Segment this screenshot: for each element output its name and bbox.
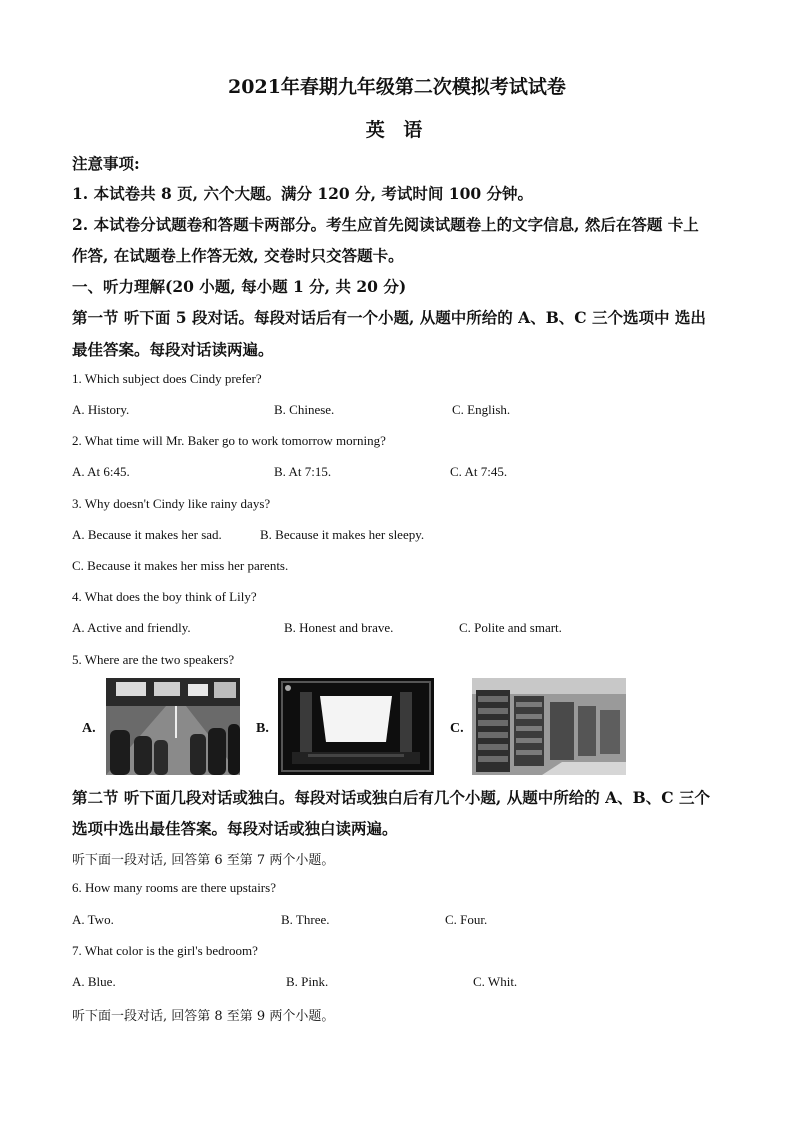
library-photo (472, 678, 626, 775)
q2-option-c: C. At 7:45. (450, 464, 508, 479)
section2-instruction-line2: 选项中选出最佳答案。每段对话或独白读两遍。 (72, 819, 398, 838)
notes-item-2-line1: 2. 本试卷分试题卷和答题卡两部分。考生应首先阅读试题卷上的文字信息, 然后在答题 卡上 (72, 215, 699, 234)
q6-option-c: C. Four. (445, 912, 488, 927)
question-7: 7. What color is the girl's bedroom? (72, 943, 258, 958)
q5-option-c-label: C. (450, 721, 464, 736)
cinema-photo (278, 678, 434, 775)
question-2: 2. What time will Mr. Baker go to work tomorrow morning? (72, 433, 386, 448)
q3-option-c: C. Because it makes her miss her parents. (72, 558, 289, 573)
q7-option-b: B. Pink. (286, 974, 329, 989)
q2-option-b: B. At 7:15. (274, 464, 332, 479)
part1-heading: 一、听力理解(20 小题, 每小题 1 分, 共 20 分) (72, 277, 407, 296)
bus-interior-photo (106, 678, 240, 775)
question-5: 5. Where are the two speakers? (72, 652, 235, 667)
section2-instruction-line1: 第二节 听下面几段对话或独白。每段对话或独白后有几个小题, 从题中所给的 A、B、C 三个 (72, 788, 710, 807)
notes-item-2-line2: 作答, 在试题卷上作答无效, 交卷时只交答题卡。 (72, 246, 404, 265)
q4-option-a: A. Active and friendly. (72, 620, 191, 635)
q5-option-a-label: A. (82, 721, 96, 736)
q7-option-a: A. Blue. (72, 974, 116, 989)
q5-option-b-label: B. (256, 721, 269, 736)
q4-option-b: B. Honest and brave. (284, 620, 394, 635)
notes-item-1: 1. 本试卷共 8 页, 六个大题。满分 120 分, 考试时间 100 分钟。 (72, 184, 534, 203)
q6-option-b: B. Three. (281, 912, 330, 927)
q1-option-b: B. Chinese. (274, 402, 335, 417)
q1-option-c: C. English. (452, 402, 511, 417)
notes-heading: 注意事项: (72, 154, 140, 173)
q3-option-a: A. Because it makes her sad. (72, 527, 222, 542)
intro-q8-q9: 听下面一段对话, 回答第 8 至第 9 两个小题。 (72, 1009, 335, 1024)
question-4: 4. What does the boy think of Lily? (72, 589, 257, 604)
intro-q6-q7: 听下面一段对话, 回答第 6 至第 7 两个小题。 (72, 853, 335, 868)
section1-instruction-line2: 最佳答案。每段对话读两遍。 (72, 340, 274, 359)
q1-option-a: A. History. (72, 402, 130, 417)
q4-option-c: C. Polite and smart. (459, 620, 562, 635)
question-3: 3. Why doesn't Cindy like rainy days? (72, 496, 271, 511)
q3-option-b: B. Because it makes her sleepy. (260, 527, 425, 542)
section1-instruction-line1: 第一节 听下面 5 段对话。每段对话后有一个小题, 从题中所给的 A、B、C 三个选项中 选出 (72, 308, 706, 327)
exam-title: 2021年春期九年级第二次模拟考试试卷 (228, 76, 566, 98)
question-6: 6. How many rooms are there upstairs? (72, 880, 276, 895)
q2-option-a: A. At 6:45. (72, 464, 130, 479)
q6-option-a: A. Two. (72, 912, 114, 927)
q7-option-c: C. Whit. (473, 974, 518, 989)
subject-title: 英 语 (365, 119, 429, 141)
question-1: 1. Which subject does Cindy prefer? (72, 371, 262, 386)
